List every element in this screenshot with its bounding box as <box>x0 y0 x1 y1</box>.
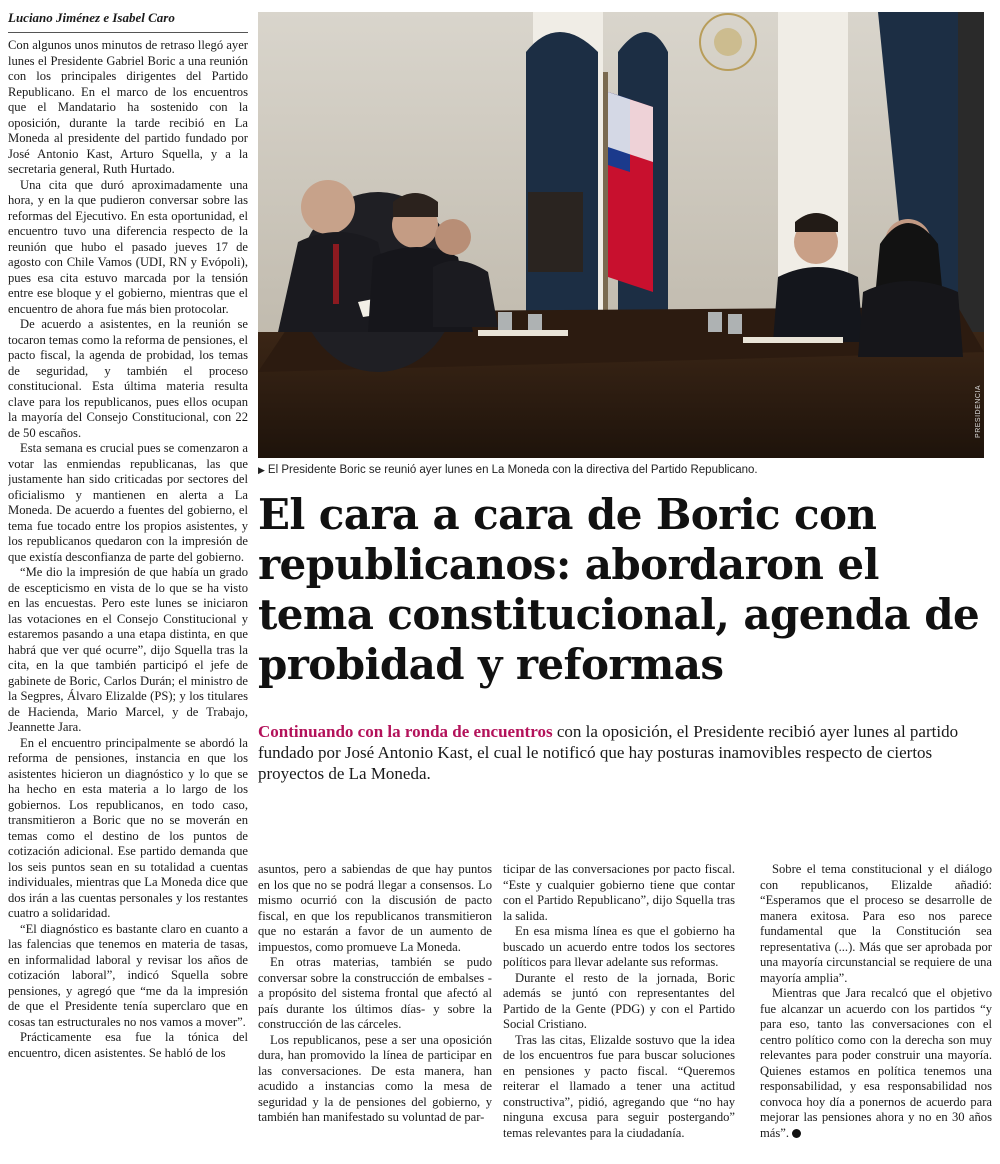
photo-caption <box>258 463 988 477</box>
paragraph: Sobre el tema constitucional y el diálogo con republicanos, Elizalde añadió: “Esperamos que el proceso se desarrolle de manera exitosa. Para eso nos parece fundamental que la Constitución sea representativa (...). Más que ser aprobada por una mayoría circunstancial se requiere de una mayoría amplia”. <box>760 862 992 985</box>
body-column-4 <box>760 862 992 1157</box>
news-photo <box>258 12 984 458</box>
photo-credit: PRESIDENCIA <box>975 385 982 438</box>
paragraph: ticipar de las conversaciones por pacto fiscal. “Este y cualquier gobierno tiene que contar con el Partido Republicano”, dijo Squella tras la salida. <box>503 862 735 923</box>
caption-text: El Presidente Boric se reunió ayer lunes en La Moneda con la directiva del Partido Republicano. <box>267 464 758 476</box>
paragraph-text: Mientras que Jara recalcó que el objetivo fue alcanzar un acuerdo con los partidos “y para eso, tanto las conversaciones con el centro político como con la derecha son muy relevantes para poder construir una mayoría. Quienes estamos en política tenemos una responsabilidad, y esa responsabilidad nos convoca hoy día a ponernos de acuerdo para mejorar las pensiones ahora y no en 30 años más”. <box>760 986 992 1140</box>
lead-text: con la oposición, el Presidente recibió ayer lunes al partido fundado por José Antonio Kast, el cual le notificó que hay posturas inamovibles respecto de ciertos proyectos de La Moneda. <box>258 722 959 783</box>
paragraph: En otras materias, también se pudo conversar sobre la construcción de embalses -a propósito del sistema frontal que afectó al país durante los últimos días- y sobre la construcción de las cárceles. <box>258 955 492 1031</box>
caption-triangle-icon: ▶ <box>258 465 265 475</box>
byline: Luciano Jiménez e Isabel Caro <box>8 10 248 33</box>
paragraph <box>760 986 992 1141</box>
meeting-photo-illustration <box>258 12 984 458</box>
paragraph: Una cita que duró aproximadamente una hora, y en la que pudieron conversar sobre las reformas del Ejecutivo. En esta oportunidad, el encuentro tuvo una diferencia respecto de la reunión que hubo el pasado jueves 17 de agosto con Chile Vamos (UDI, RN y Evópoli), pues esa cita estuvo marcada por la tensión entre ese bloque y el gobierno, mientras que el encuentro de ahora fue más bien protocolar. <box>8 177 248 316</box>
body-column-1 <box>8 38 248 1158</box>
lead-kicker: Continuando con la ronda de encuentros <box>258 722 553 741</box>
headline: El cara a cara de Boric con republicanos: abordaron el tema constitucional, agenda de probidad y reformas <box>258 490 980 689</box>
body-column-2 <box>258 862 492 1157</box>
lead-paragraph <box>258 721 978 784</box>
end-of-article-icon <box>792 1129 801 1138</box>
paragraph: Con algunos unos minutos de retraso llegó ayer lunes el Presidente Gabriel Boric a una reunión con los principales dirigentes del Partido Republicano. En el marco de los encuentros que el Mandatario ha sostenido con la oposición, durante la tarde recibió en La Moneda al presidente del partido fundado por José Antonio Kast, Arturo Squella, y a la secretaria general, Ruth Hurtado. <box>8 38 248 176</box>
paragraph: En el encuentro principalmente se abordó la reforma de pensiones, instancia en que los asistentes hicieron un diagnóstico y lo que se ha hecho en esta materia a lo largo de los gobiernos. Los republicanos, en todo caso, transmitieron a Boric que no se moverán en temas como el destino de los puntos de cotización adicional. Ese partido demanda que los seis puntos sean en su totalidad a cuentas individuales, mientras que La Moneda dice que dos irán a las cuentas personales y los restantes cuatro a solidaridad. <box>8 735 248 920</box>
paragraph: Durante el resto de la jornada, Boric además se juntó con representantes del Partido de la Gente (PDG) y con el Partido Social Cristiano. <box>503 970 735 1031</box>
paragraph: Prácticamente esa fue la tónica del encuentro, dicen asistentes. Se habló de los <box>8 1030 248 1060</box>
body-column-3 <box>503 862 735 1157</box>
paragraph: Los republicanos, pese a ser una oposición dura, han promovido la línea de participar en las conversaciones. De esta manera, han acudido a instancias como la mesa de seguridad y la de pensiones del gobierno, y también han manifestado su voluntad de par- <box>258 1032 492 1124</box>
paragraph: “Me dio la impresión de que había un grado de escepticismo en vista de lo que se ha visto en las encuestas. Pero este lunes se iniciaron las votaciones en el Consejo Constitucional y estaremos pasando a una etapa distinta, en que habrá que ver qué ocurre”, dijo Squella tras la cita, en la que también participó el jefe de gabinete de Boric, Carlos Durán; el ministro de la Segpres, Álvaro Elizalde (PS); y los titulares de Hacienda, Mario Marcel, y de Trabajo, Jeannette Jara. <box>8 565 248 734</box>
paragraph: En esa misma línea es que el gobierno ha buscado un acuerdo entre todos los sectores políticos para llevar adelante sus reformas. <box>503 924 735 969</box>
paragraph: Tras las citas, Elizalde sostuvo que la idea de los encuentros fue para buscar soluciones en pensiones y pacto fiscal. “Queremos reiterar el llamado a tener una actitud constructiva”, pidió, agregando que “no hay ninguna excusa para seguir postergando” temas relevantes para la ciudadanía. <box>503 1032 735 1140</box>
paragraph: “El diagnóstico es bastante claro en cuanto a las falencias que tenemos en materia de tasas, en informalidad laboral y revisar los años de cotización laboral”, indicó Squella sobre pensiones, y agregó que “me da la impresión de que el Presidente tenía superclaro que en cosas tan estructurales no nos vamos a mover”. <box>8 921 248 1029</box>
paragraph: asuntos, pero a sabiendas de que hay puntos en los que no se podrá llegar a consensos. Lo mismo ocurrió con la discusión de pacto fiscal, en que los republicanos transmitieron que no estarán a favor de un aumento de impuestos, como promueve La Moneda. <box>258 862 492 954</box>
paragraph: Esta semana es crucial pues se comenzaron a votar las enmiendas republicanas, las que justamente han sido criticadas por sectores del oficialismo y mantienen en alerta a La Moneda. De acuerdo a fuentes del gobierno, el tema fue tocado entre los propios asistentes, y los republicanos quedaron con la impresión de que existía desconfianza de parte del gobierno. <box>8 441 248 564</box>
paragraph: De acuerdo a asistentes, en la reunión se tocaron temas como la reforma de pensiones, el pacto fiscal, la agenda de probidad, los temas de seguridad, y también el proceso constitucional. Esta última materia resulta clave para los republicanos, pues ellos ocupan la mayoría del Consejo Constitucional, con 22 de 50 escaños. <box>8 317 248 440</box>
